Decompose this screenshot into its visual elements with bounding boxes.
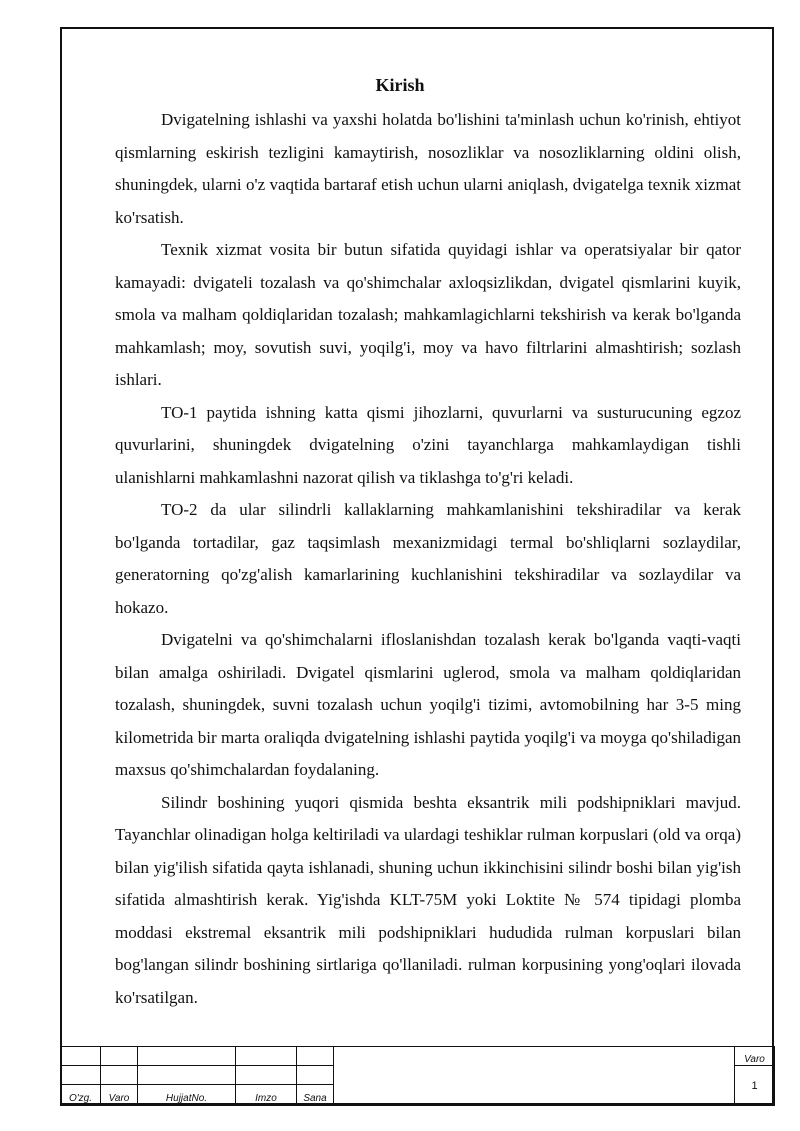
stamp-cell <box>236 1066 297 1085</box>
stamp-header-change: O'zg. <box>61 1085 101 1106</box>
paragraph: TO-2 da ular silindrli kallaklarning mahkamlanishini tekshiradilar va kerak bo'lganda tortadilar, gaz taqsimlash mexanizmidagi termal bo'shliqlarni sozlaydilar, generatorning qo'zg'alish kamarlarining kuchlanishini tekshiradilar va sozlaydilar va hokazo. <box>115 500 741 617</box>
stamp-cell <box>138 1047 236 1066</box>
stamp-header-signature: Imzo <box>236 1085 297 1106</box>
stamp-cell <box>297 1047 334 1066</box>
stamp-cell <box>138 1066 236 1085</box>
stamp-cell <box>101 1066 138 1085</box>
paragraph: Texnik xizmat vosita bir butun sifatida quyidagi ishlar va operatsiyalar bir qator kamayadi: dvigateli tozalash va qo'shimchalar axloqsizlikdan, dvigatel qismlarini kuyik, smola va malham qoldiqlaridan tozalash; mahkamlagichlarni tekshirish va kerak bo'lganda mahkamlash; moy, sovutish suvi, yoqilg'i, moy va havo filtrlarini almashtirish; sozlash ishlari. <box>115 240 741 389</box>
stamp-header-document-no: HujjatNo. <box>138 1085 236 1106</box>
sheet-number: 1 <box>735 1066 775 1106</box>
paragraph: Dvigatelning ishlashi va yaxshi holatda bo'lishini ta'minlash uchun ko'rinish, ehtiyot qismlarning eskirish tezligini kamaytirish, nosozliklar va nosozliklarning oldini olish, shuningdek, ularni o'z vaqtida bartaraf etish uchun ularni aniqlash, dvigatelga texnik xizmat ko'rsatish. <box>115 110 741 227</box>
paragraph: TO-1 paytida ishning katta qismi jihozlarni, quvurlarni va susturucuning egzoz quvurlarini, shuningdek dvigatelning o'zini tayanchlarga mahkamlaydigan tishli ulanishlarni mahkamlashni nazorat qilish va tiklashga to'g'ri keladi. <box>115 402 741 487</box>
document-body <box>115 104 741 1014</box>
stamp-cell <box>61 1066 101 1085</box>
stamp-header-sheet: Varo <box>101 1085 138 1106</box>
stamp-cell <box>61 1047 101 1066</box>
stamp-header-date: Sana <box>297 1085 334 1106</box>
stamp-title-cell <box>334 1047 735 1106</box>
stamp-cell <box>101 1047 138 1066</box>
document-title: Kirish <box>375 75 425 95</box>
paragraph: Silindr boshining yuqori qismida beshta eksantrik mili podshipniklari mavjud. Tayanchlar olinadigan holga keltiriladi va ulardagi teshiklar rulman korpuslari (old va orqa) bilan yig'ilish sifatida qayta ishlanadi, shuning uchun ikkinchisini silindr boshi bilan yig'ish sifatida almashtirish kerak. Yig'ishda KLT-75M yoki Loktite № 574 tipidagi plomba moddasi ekstremal eksantrik mili podshipniklari hududida rulman korpuslari bilan bog'langan silindr boshining sirtlariga qo'llaniladi. rulman korpusining yong'oqlari ilovada ko'rsatilgan. <box>115 792 741 1007</box>
paragraph: Dvigatelni va qo'shimchalarni ifloslanishdan tozalash kerak bo'lganda vaqti-vaqti bilan amalga oshiriladi. Dvigatel qismlarini uglerod, smola va malham qoldiqlaridan tozalash, shuningdek, suvni tozalash uchun yoqilg'i tizimi, avtomobilning har 3-5 ming kilometrida bir marta oraliqda dvigatelning ishlashi paytida yoqilg'i va moyga qo'shiladigan maxsus qo'shimchalardan foydalaning. <box>115 630 741 779</box>
title-block-stamp <box>60 1046 775 1106</box>
stamp-cell <box>236 1047 297 1066</box>
stamp-cell <box>297 1066 334 1085</box>
sheet-label: Varo <box>735 1047 775 1066</box>
